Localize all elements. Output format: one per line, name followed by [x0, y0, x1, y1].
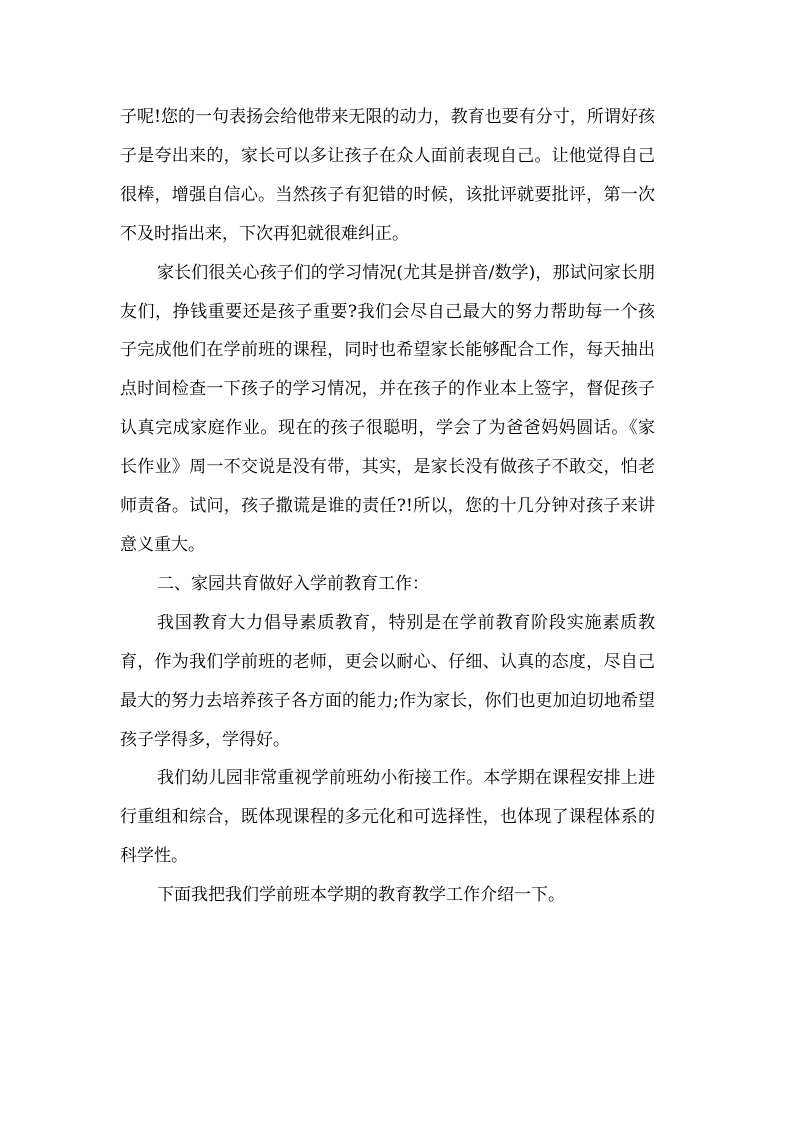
document-body [120, 98, 655, 915]
paragraph-homework: 家长们很关心孩子们的学习情况(尤其是拼音/数学)，那试问家长朋友们，挣钱重要还是孩子重要?我们会尽自己最大的努力帮助每一个孩子完成他们在学前班的课程，同时也希望家长能够配合工作，每天抽出点时间检查一下孩子的学习情况，并在孩子的作业本上签字，督促孩子认真完成家庭作业。现在的孩子很聪明，学会了为爸爸妈妈圆话。《家长作业》周一不交说是没有带，其实，是家长没有做孩子不敢交，怕老师责备。试问，孩子撒谎是谁的责任?!所以，您的十几分钟对孩子来讲意义重大。 [120, 262, 655, 555]
paragraph-introduction: 下面我把我们学前班本学期的教育教学工作介绍一下。 [157, 885, 565, 906]
section-heading-2: 二、家园共育做好入学前教育工作： [157, 573, 429, 594]
paragraph-quality-education: 我国教育大力倡导素质教育，特别是在学前教育阶段实施素质教育，作为我们学前班的老师，更会以耐心、仔细、认真的态度，尽自己最大的努力去培养孩子各方面的能力;作为家长，你们也更加迫切地希望孩子学得多，学得好。 [120, 612, 655, 750]
paragraph-continued: 子呢!您的一句表扬会给他带来无限的动力，教育也要有分寸，所谓好孩子是夸出来的，家长可以多让孩子在众人面前表现自己。让他觉得自己很棒，增强自信心。当然孩子有犯错的时候，该批评就要批评，第一次不及时指出来，下次再犯就很难纠正。 [120, 107, 655, 244]
paragraph-curriculum: 我们幼儿园非常重视学前班幼小衔接工作。本学期在课程安排上进行重组和综合，既体现课程的多元化和可选择性，也体现了课程体系的科学性。 [120, 768, 655, 867]
